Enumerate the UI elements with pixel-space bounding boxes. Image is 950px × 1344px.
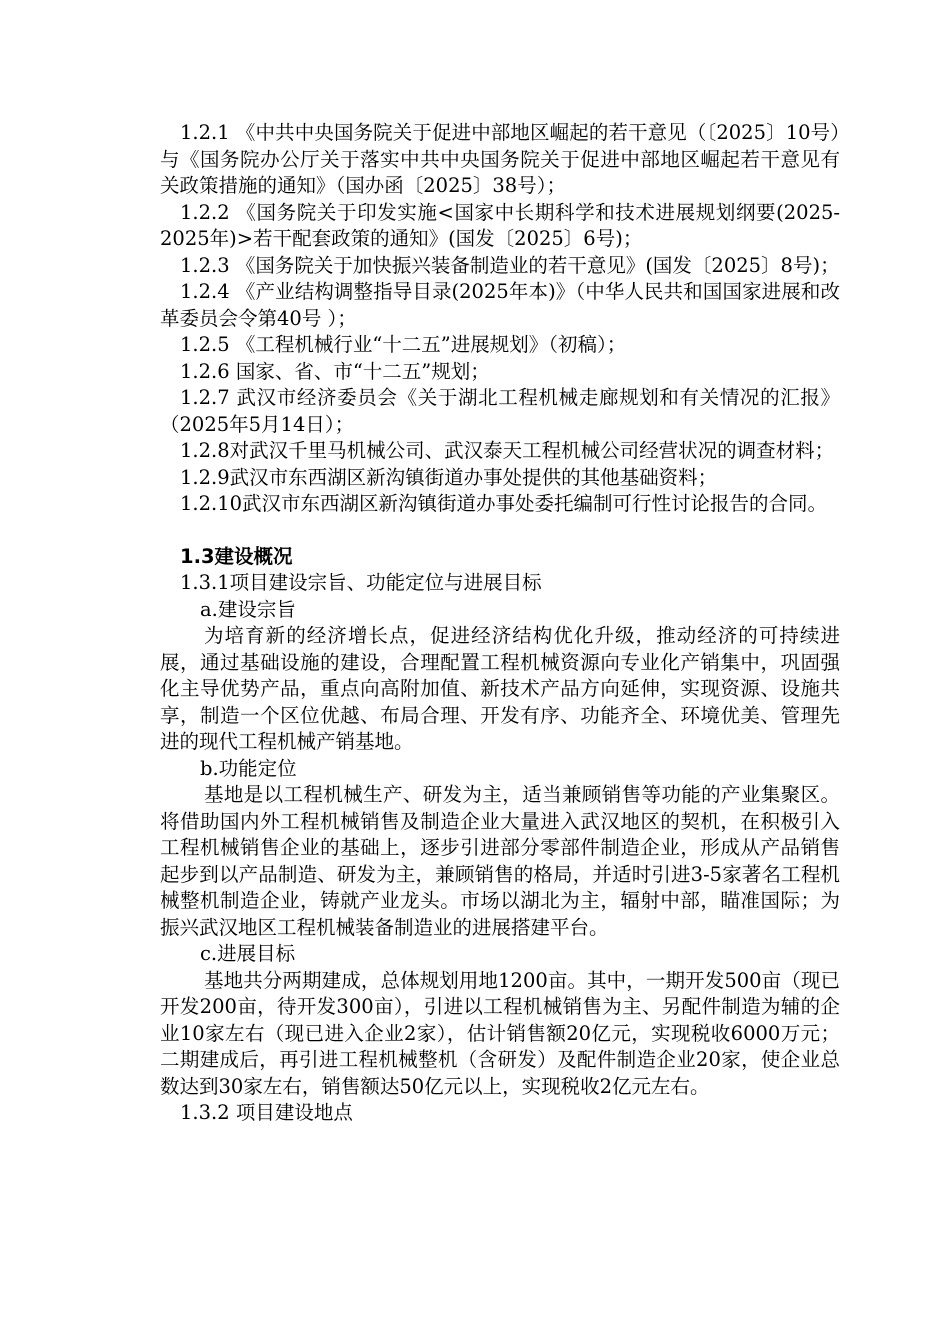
item-c-text: 基地共分两期建成，总体规划用地1200亩。其中，一期开发500亩（现已开发200亩，待开发300亩），引进以工程机械销售为主、另配件制造为辅的企业10家左右（现已进入企业2家），估计销售额20亿元，实现税收6000万元；二期建成后，再引进工程机械整机（含研发）及配件制造企业20家，使企业总数达到30家左右，销售额达50亿元以上，实现税收2亿元左右。 — [160, 968, 840, 1098]
ref-item-1-2-4: 1.2.4 《产业结构调整指导目录(2025年本)》（中华人民共和国国家进展和改革委员会令第40号 ）； — [160, 280, 840, 330]
item-c-label: c.进展目标 — [200, 942, 296, 965]
ref-item-1-2-9: 1.2.9武汉市东西湖区新沟镇街道办事处提供的其他基础资料； — [180, 465, 718, 489]
item-a-text: 为培育新的经济增长点，促进经济结构优化升级，推动经济的可持续进展，通过基础设施的建设，合理配置工程机械资源向专业化产销集中，巩固强化主导优势产品，重点向高附加值、新技术产品方向延伸，实现资源、设施共享，制造一个区位优越、布局合理、开发有序、功能齐全、环境优美、管理先进的现代工程机械产销基地。 — [160, 624, 840, 753]
subsection-title-1-3-2: 1.3.2 项目建设地点 — [180, 1101, 353, 1124]
subsection-title-1-3-1: 1.3.1项目建设宗旨、功能定位与进展目标 — [180, 571, 542, 594]
ref-item-1-2-5: 1.2.5 《工程机械行业“十二五”进展规划》（初稿）； — [180, 333, 627, 356]
document-page — [160, 120, 840, 1127]
ref-item-1-2-7: 1.2.7 武汉市经济委员会《关于湖北工程机械走廊规划和有关情况的汇报》（2025年5月14日）； — [160, 386, 840, 436]
section-spacer — [160, 518, 840, 544]
item-b-text: 基地是以工程机械生产、研发为主，适当兼顾销售等功能的产业集聚区。将借助国内外工程机械销售及制造企业大量进入武汉地区的契机，在积极引入工程机械销售企业的基础上，逐步引进部分零部件制造企业，形成从产品销售起步到以产品制造、研发为主，兼顾销售的格局，并适时引进3-5家著名工程机械整机制造企业，铸就产业龙头。市场以湖北为主，辐射中部，瞄准国际；为振兴武汉地区工程机械装备制造业的进展搭建平台。 — [160, 783, 840, 939]
ref-item-1-2-8: 1.2.8对武汉千里马机械公司、武汉泰天工程机械公司经营状况的调查材料； — [180, 439, 835, 462]
item-a-label: a.建设宗旨 — [200, 597, 296, 621]
ref-item-1-2-3: 1.2.3 《国务院关于加快振兴装备制造业的若干意见》(国发〔2025〕8号)； — [180, 253, 840, 277]
ref-item-1-2-6: 1.2.6 国家、省、市“十二五”规划； — [180, 359, 490, 383]
section-heading: 1.3建设概况 — [180, 544, 293, 568]
ref-item-1-2-10: 1.2.10武汉市东西湖区新沟镇街道办事处委托编制可行性讨论报告的合同。 — [180, 492, 828, 515]
ref-item-1-2-1: 1.2.1 《中共中央国务院关于促进中部地区崛起的若干意见（〔2025〕10号）与《国务院办公厅关于落实中共中央国务院关于促进中部地区崛起若干意见有关政策措施的通知》（国办函〔2025〕38号）； — [160, 121, 840, 197]
ref-item-1-2-2: 1.2.2 《国务院关于印发实施<国家中长期科学和技术进展规划纲要(2025-2025年)>若干配套政策的通知》(国发〔2025〕6号)； — [160, 200, 840, 250]
item-b-label: b.功能定位 — [200, 756, 297, 780]
